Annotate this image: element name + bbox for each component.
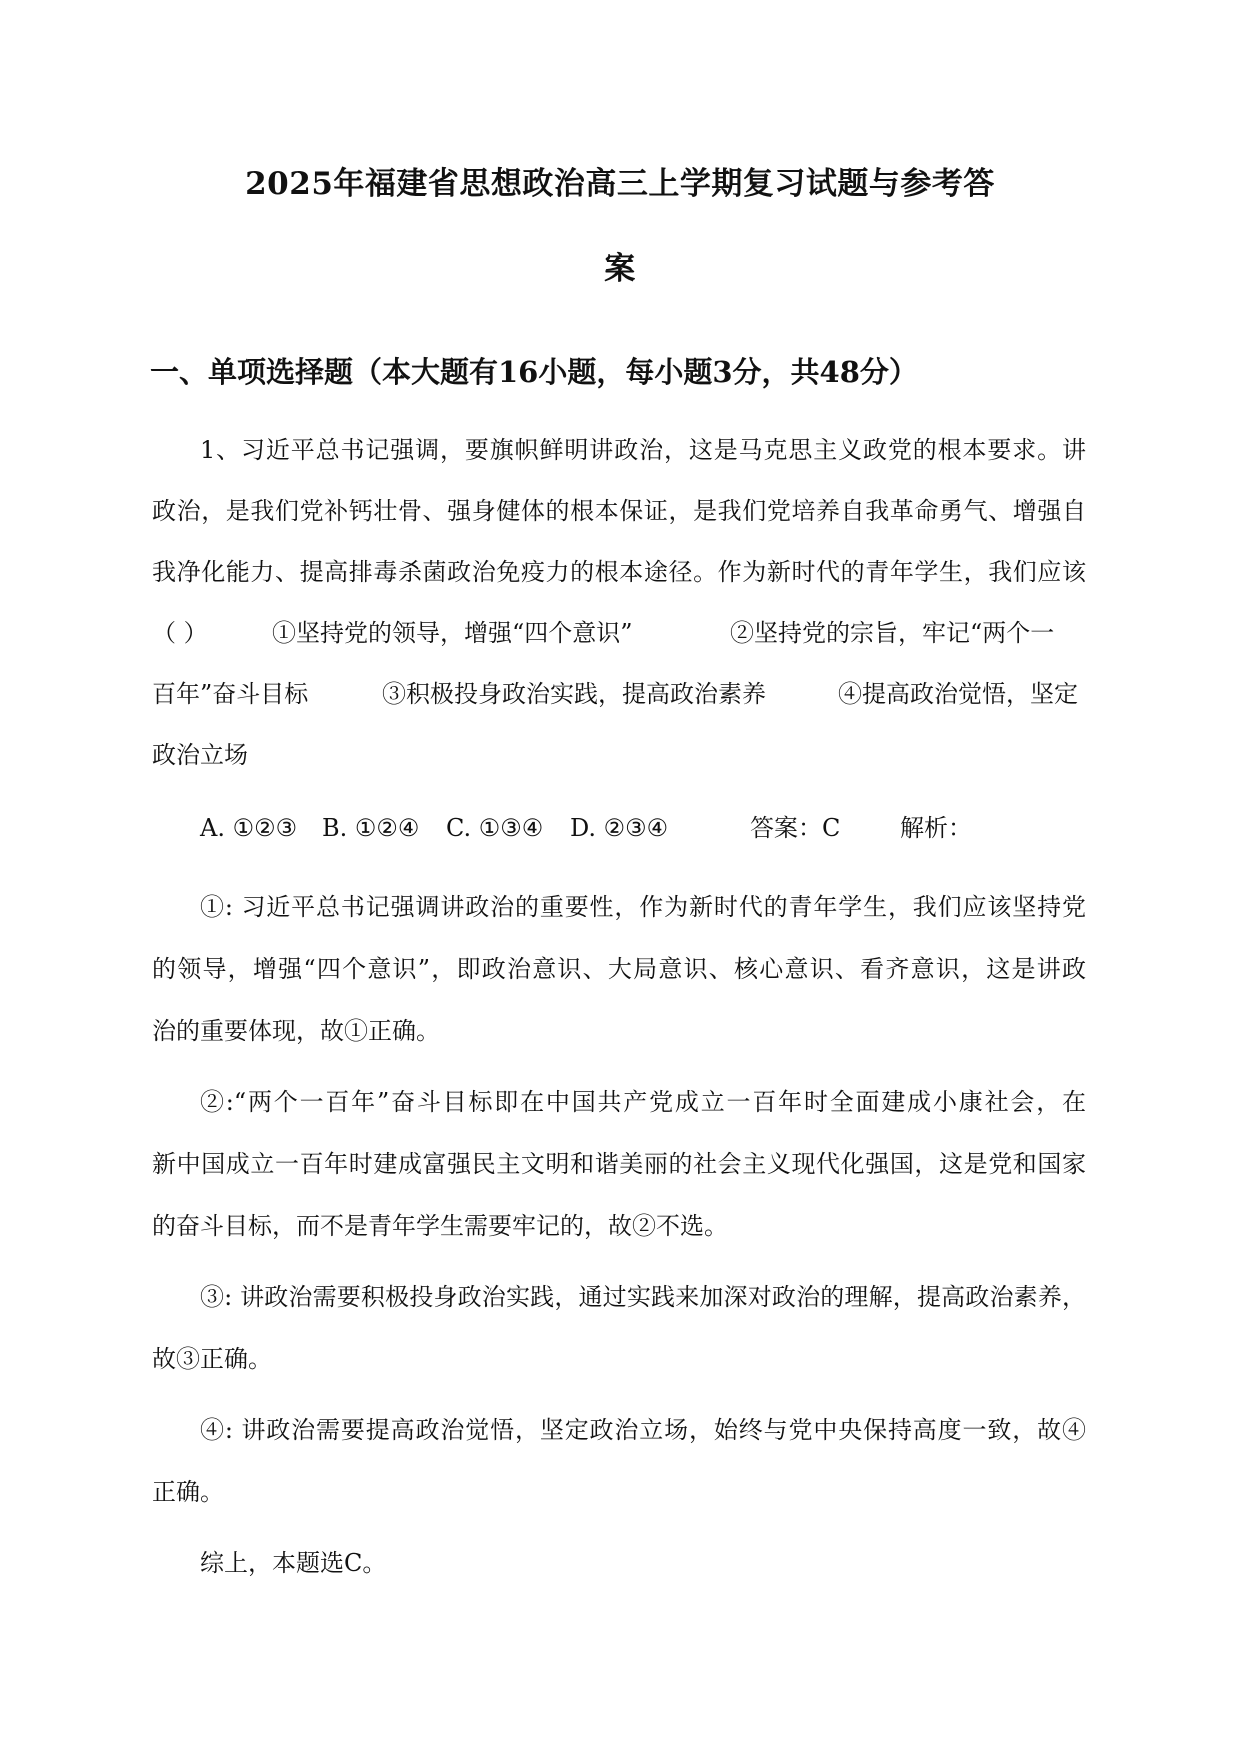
option-2-continued: 百年”奋斗目标	[152, 680, 309, 708]
choice-a: A. ①②③	[200, 814, 298, 842]
option-3: ③积极投身政治实践，提高政治素养	[382, 680, 766, 708]
analysis-line: 正确。	[152, 1478, 224, 1506]
analysis-line: ③: 讲政治需要积极投身政治实践，通过实践来加深对政治的理解，提高政治素养，	[200, 1283, 1086, 1311]
question-stem-line: 1、习近平总书记强调，要旗帜鲜明讲政治，这是马克思主义政党的根本要求。讲	[200, 436, 1086, 464]
question-stem-line: 政治，是我们党补钙壮骨、强身健体的根本保证，是我们党培养自我革命勇气、增强自	[152, 497, 1086, 525]
analysis-conclusion: 综上，本题选C。	[200, 1549, 387, 1577]
analysis-line: 的领导，增强“四个意识”，即政治意识、大局意识、核心意识、看齐意识，这是讲政	[152, 955, 1086, 983]
option-2: ②坚持党的宗旨，牢记“两个一	[730, 619, 1055, 647]
analysis-line: ④: 讲政治需要提高政治觉悟，坚定政治立场，始终与党中央保持高度一致，故④	[200, 1416, 1086, 1444]
analysis-line: 故③正确。	[152, 1345, 272, 1373]
analysis-line: ①: 习近平总书记强调讲政治的重要性，作为新时代的青年学生，我们应该坚持党	[200, 893, 1086, 921]
answer-text: 答案：C	[750, 814, 841, 842]
analysis-line: ②:“两个一百年”奋斗目标即在中国共产党成立一百年时全面建成小康社会，在	[200, 1088, 1086, 1116]
option-1: ①坚持党的领导，增强“四个意识”	[272, 619, 633, 647]
analysis-line: 新中国成立一百年时建成富强民主文明和谐美丽的社会主义现代化强国，这是党和国家	[152, 1150, 1086, 1178]
choice-c: C. ①③④	[446, 814, 544, 842]
document-title-line-1: 2025年福建省思想政治高三上学期复习试题与参考答	[245, 166, 995, 202]
analysis-line: 治的重要体现，故①正确。	[152, 1017, 440, 1045]
section-heading: 一、单项选择题（本大题有16小题，每小题3分，共48分）	[150, 355, 918, 389]
option-4-continued: 政治立场	[152, 741, 248, 769]
question-stem-line: 我净化能力、提高排毒杀菌政治免疫力的根本途径。作为新时代的青年学生，我们应该	[152, 558, 1086, 586]
document-title-line-2: 案	[604, 251, 636, 287]
option-4: ④提高政治觉悟，坚定	[838, 680, 1078, 708]
analysis-label: 解析：	[900, 814, 972, 842]
analysis-line: 的奋斗目标，而不是青年学生需要牢记的，故②不选。	[152, 1212, 728, 1240]
choice-d: D. ②③④	[570, 814, 669, 842]
answer-blank: （ ）	[152, 619, 208, 647]
choice-b: B. ①②④	[322, 814, 420, 842]
